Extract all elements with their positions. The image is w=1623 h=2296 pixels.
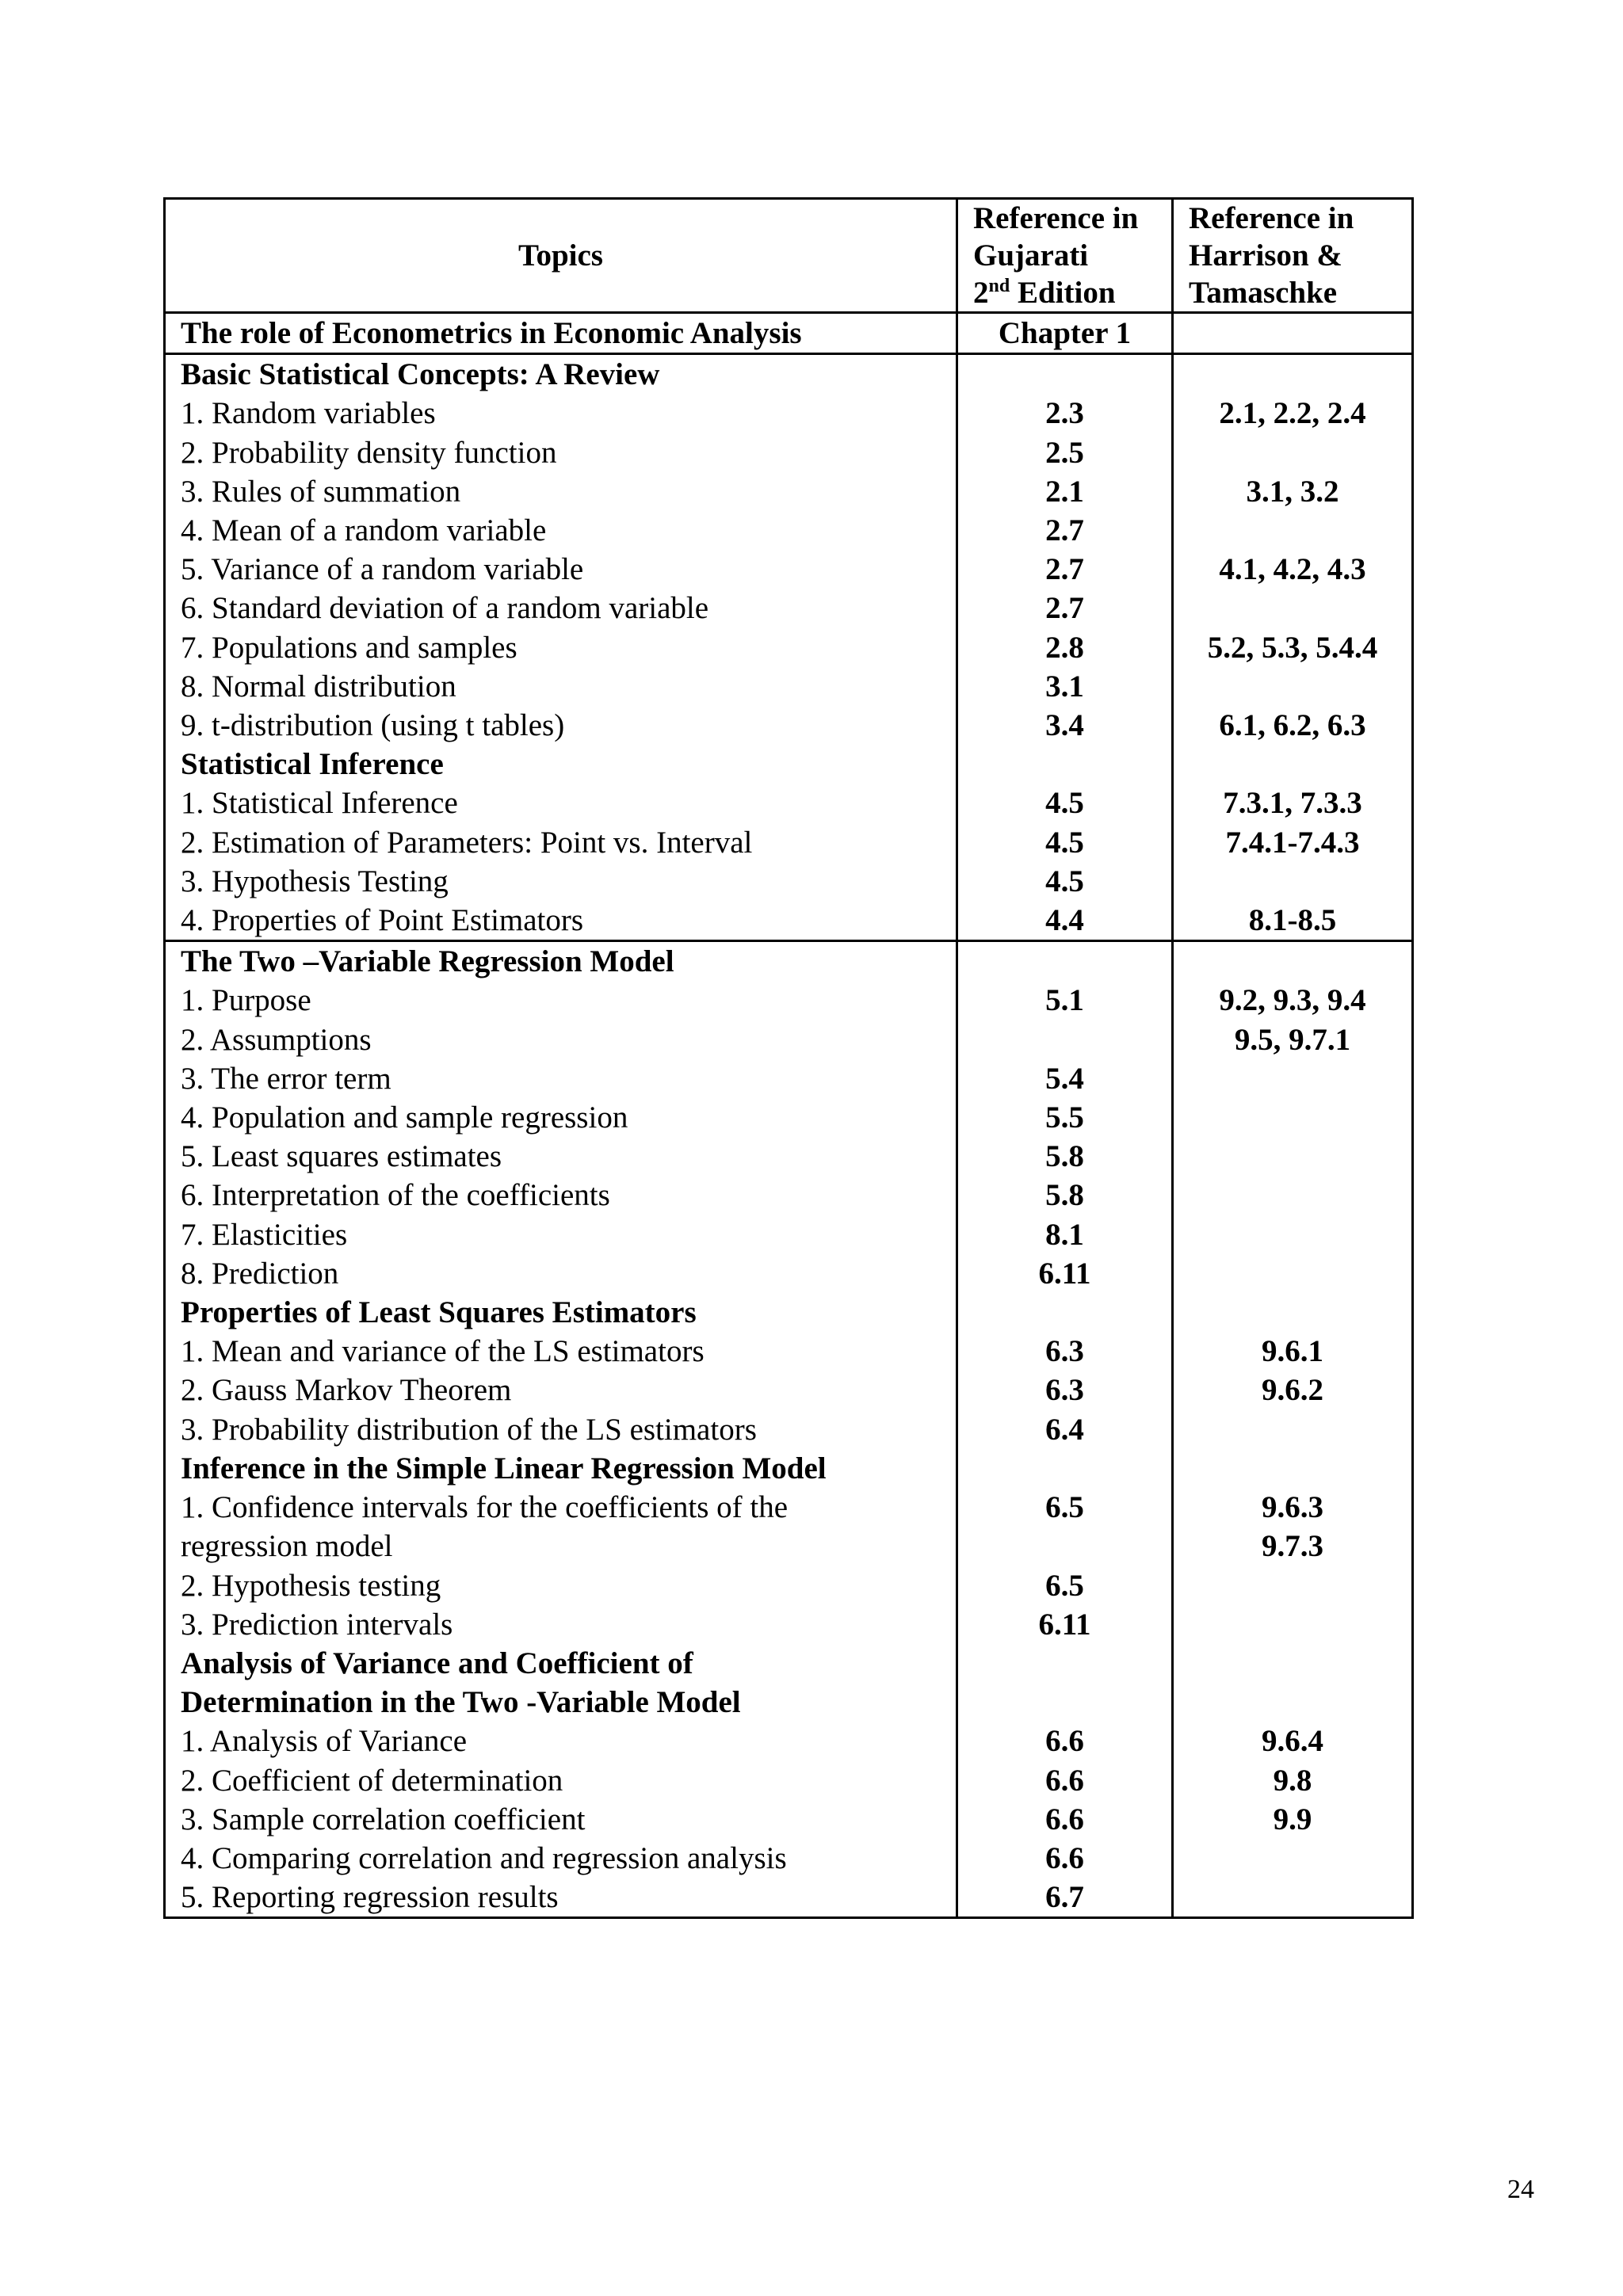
gujarati-ref-cell: 4.5 bbox=[957, 862, 1173, 901]
harrison-ref-cell bbox=[1173, 1566, 1413, 1605]
topic-cell: 1. Purpose bbox=[165, 981, 957, 1020]
table-row bbox=[165, 1800, 1413, 1839]
gujarati-ref-cell: 4.5 bbox=[957, 784, 1173, 822]
gujarati-ref-cell: 6.3 bbox=[957, 1332, 1173, 1371]
table-row bbox=[165, 823, 1413, 862]
topic-cell: Determination in the Two -Variable Model bbox=[165, 1683, 957, 1722]
table-row bbox=[165, 1176, 1413, 1215]
topic-cell: 5. Least squares estimates bbox=[165, 1137, 957, 1176]
topic-cell: 5. Reporting regression results bbox=[165, 1878, 957, 1918]
table-row bbox=[165, 1761, 1413, 1800]
topic-cell: 8. Prediction bbox=[165, 1254, 957, 1293]
topic-cell: regression model bbox=[165, 1527, 957, 1566]
harrison-ref-cell bbox=[1173, 1098, 1413, 1137]
harrison-ref-cell bbox=[1173, 511, 1413, 550]
section-heading-row bbox=[165, 745, 1413, 784]
table-row bbox=[165, 1371, 1413, 1409]
section-heading-row bbox=[165, 1644, 1413, 1683]
gujarati-ref-cell bbox=[957, 1020, 1173, 1059]
section-heading-row bbox=[165, 941, 1413, 982]
harrison-column-header bbox=[1173, 199, 1413, 313]
gujarati-ref-cell bbox=[957, 1683, 1173, 1722]
table-row bbox=[165, 1254, 1413, 1293]
table-row bbox=[165, 1410, 1413, 1449]
harrison-ref-cell: 9.8 bbox=[1173, 1761, 1413, 1800]
table-row bbox=[165, 706, 1413, 745]
gujarati-ref-cell: 6.5 bbox=[957, 1566, 1173, 1605]
table-header-row bbox=[165, 199, 1413, 313]
table-row bbox=[165, 1878, 1413, 1918]
table-row bbox=[165, 862, 1413, 901]
table-row bbox=[165, 1020, 1413, 1059]
gujarati-ref-cell: 6.11 bbox=[957, 1254, 1173, 1293]
topic-cell: Statistical Inference bbox=[165, 745, 957, 784]
topic-cell: 2. Probability density function bbox=[165, 433, 957, 472]
edition-number: 2 bbox=[973, 276, 989, 310]
gujarati-ref-cell: 6.6 bbox=[957, 1839, 1173, 1878]
topic-cell: 3. Sample correlation coefficient bbox=[165, 1800, 957, 1839]
table-row bbox=[165, 394, 1413, 433]
gujarati-ref-cell: 8.1 bbox=[957, 1215, 1173, 1254]
gujarati-ref-cell bbox=[957, 941, 1173, 982]
table-row bbox=[165, 511, 1413, 550]
harrison-ref-cell bbox=[1173, 1605, 1413, 1644]
harrison-ref-cell bbox=[1173, 745, 1413, 784]
gujarati-ref-cell: 5.5 bbox=[957, 1098, 1173, 1137]
gujarati-ref-cell: 2.5 bbox=[957, 433, 1173, 472]
harrison-ref-cell: 9.6.1 bbox=[1173, 1332, 1413, 1371]
harrison-ref-cell: 7.3.1, 7.3.3 bbox=[1173, 784, 1413, 822]
harrison-ref-cell bbox=[1173, 1215, 1413, 1254]
harrison-ref-cell bbox=[1173, 941, 1413, 982]
table-row bbox=[165, 1332, 1413, 1371]
section-heading-row bbox=[165, 1449, 1413, 1488]
table-row bbox=[165, 1605, 1413, 1644]
harrison-ref-cell: 5.2, 5.3, 5.4.4 bbox=[1173, 628, 1413, 667]
topics-column-header: Topics bbox=[165, 199, 957, 313]
table-row bbox=[165, 1215, 1413, 1254]
gujarati-column-header bbox=[957, 199, 1173, 313]
topic-cell: 2. Assumptions bbox=[165, 1020, 957, 1059]
harrison-header-line2: Harrison & bbox=[1189, 238, 1342, 273]
harrison-ref-cell bbox=[1173, 1683, 1413, 1722]
topic-cell: 4. Properties of Point Estimators bbox=[165, 901, 957, 941]
table-row bbox=[165, 901, 1413, 941]
topic-cell: 3. Hypothesis Testing bbox=[165, 862, 957, 901]
harrison-ref-cell: 9.6.2 bbox=[1173, 1371, 1413, 1409]
topic-cell: 7. Populations and samples bbox=[165, 628, 957, 667]
harrison-ref-cell bbox=[1173, 1878, 1413, 1918]
harrison-ref-cell: 7.4.1-7.4.3 bbox=[1173, 823, 1413, 862]
harrison-ref-cell: 2.1, 2.2, 2.4 bbox=[1173, 394, 1413, 433]
gujarati-header-line2: Gujarati bbox=[973, 238, 1089, 273]
harrison-ref-cell: 6.1, 6.2, 6.3 bbox=[1173, 706, 1413, 745]
harrison-ref-cell bbox=[1173, 313, 1413, 354]
topic-cell: Basic Statistical Concepts: A Review bbox=[165, 354, 957, 395]
gujarati-ref-cell: 6.6 bbox=[957, 1800, 1173, 1839]
topic-cell: 4. Population and sample regression bbox=[165, 1098, 957, 1137]
edition-word: Edition bbox=[1017, 276, 1116, 310]
gujarati-header-line1: Reference in bbox=[973, 201, 1139, 235]
gujarati-ref-cell: 4.5 bbox=[957, 823, 1173, 862]
harrison-ref-cell bbox=[1173, 1449, 1413, 1488]
chapter-row bbox=[165, 313, 1413, 354]
harrison-ref-cell bbox=[1173, 862, 1413, 901]
topic-cell: 1. Analysis of Variance bbox=[165, 1722, 957, 1760]
topic-cell: 8. Normal distribution bbox=[165, 667, 957, 706]
topic-cell: 9. t-distribution (using t tables) bbox=[165, 706, 957, 745]
topic-cell: 2. Coefficient of determination bbox=[165, 1761, 957, 1800]
topic-cell: 3. Prediction intervals bbox=[165, 1605, 957, 1644]
section-heading-row bbox=[165, 1293, 1413, 1332]
table-row bbox=[165, 433, 1413, 472]
table-row bbox=[165, 1098, 1413, 1137]
topic-cell: Inference in the Simple Linear Regression Model bbox=[165, 1449, 957, 1488]
harrison-ref-cell bbox=[1173, 589, 1413, 627]
table-row bbox=[165, 1137, 1413, 1176]
gujarati-ref-cell: 6.11 bbox=[957, 1605, 1173, 1644]
harrison-ref-cell bbox=[1173, 1059, 1413, 1098]
gujarati-ref-cell: 6.6 bbox=[957, 1761, 1173, 1800]
gujarati-ref-cell: 2.7 bbox=[957, 550, 1173, 589]
table-row bbox=[165, 550, 1413, 589]
gujarati-ref-cell: 2.7 bbox=[957, 589, 1173, 627]
gujarati-ref-cell: 2.3 bbox=[957, 394, 1173, 433]
harrison-ref-cell bbox=[1173, 1254, 1413, 1293]
gujarati-ref-cell: 6.4 bbox=[957, 1410, 1173, 1449]
table-row bbox=[165, 472, 1413, 511]
table-row bbox=[165, 1566, 1413, 1605]
gujarati-ref-cell bbox=[957, 1293, 1173, 1332]
table-row bbox=[165, 1488, 1413, 1527]
table-row bbox=[165, 589, 1413, 627]
gujarati-ref-cell: 6.6 bbox=[957, 1722, 1173, 1760]
gujarati-ref-cell bbox=[957, 354, 1173, 395]
topic-cell: 1. Random variables bbox=[165, 394, 957, 433]
harrison-ref-cell bbox=[1173, 1176, 1413, 1215]
harrison-ref-cell bbox=[1173, 1293, 1413, 1332]
harrison-ref-cell bbox=[1173, 1644, 1413, 1683]
harrison-ref-cell: 9.5, 9.7.1 bbox=[1173, 1020, 1413, 1059]
gujarati-ref-cell: 6.3 bbox=[957, 1371, 1173, 1409]
harrison-ref-cell: 8.1-8.5 bbox=[1173, 901, 1413, 941]
gujarati-ref-cell bbox=[957, 1527, 1173, 1566]
topic-cell: 3. Rules of summation bbox=[165, 472, 957, 511]
harrison-header-line3: Tamaschke bbox=[1189, 276, 1338, 310]
gujarati-ref-cell bbox=[957, 1644, 1173, 1683]
table-row bbox=[165, 1722, 1413, 1760]
harrison-ref-cell: 9.6.3 bbox=[1173, 1488, 1413, 1527]
gujarati-ref-cell: 6.7 bbox=[957, 1878, 1173, 1918]
gujarati-ref-cell: Chapter 1 bbox=[957, 313, 1173, 354]
harrison-ref-cell: 3.1, 3.2 bbox=[1173, 472, 1413, 511]
topic-cell: 3. The error term bbox=[165, 1059, 957, 1098]
harrison-ref-cell: 9.6.4 bbox=[1173, 1722, 1413, 1760]
topic-cell: 7. Elasticities bbox=[165, 1215, 957, 1254]
gujarati-ref-cell: 3.4 bbox=[957, 706, 1173, 745]
table-row bbox=[165, 667, 1413, 706]
topic-cell: The Two –Variable Regression Model bbox=[165, 941, 957, 982]
table-body bbox=[165, 313, 1413, 1918]
topic-cell: 1. Mean and variance of the LS estimators bbox=[165, 1332, 957, 1371]
table-row bbox=[165, 628, 1413, 667]
gujarati-ref-cell: 2.1 bbox=[957, 472, 1173, 511]
harrison-ref-cell: 9.2, 9.3, 9.4 bbox=[1173, 981, 1413, 1020]
gujarati-header-edition bbox=[973, 274, 1171, 311]
gujarati-ref-cell bbox=[957, 745, 1173, 784]
table-row bbox=[165, 1059, 1413, 1098]
topic-cell: 2. Gauss Markov Theorem bbox=[165, 1371, 957, 1409]
harrison-ref-cell bbox=[1173, 667, 1413, 706]
table-row bbox=[165, 1527, 1413, 1566]
table-row bbox=[165, 784, 1413, 822]
gujarati-ref-cell: 5.8 bbox=[957, 1137, 1173, 1176]
gujarati-ref-cell: 5.1 bbox=[957, 981, 1173, 1020]
topic-cell: The role of Econometrics in Economic Analysis bbox=[165, 313, 957, 354]
harrison-ref-cell bbox=[1173, 1410, 1413, 1449]
gujarati-ref-cell: 3.1 bbox=[957, 667, 1173, 706]
topic-cell: 5. Variance of a random variable bbox=[165, 550, 957, 589]
topic-cell: Properties of Least Squares Estimators bbox=[165, 1293, 957, 1332]
topic-cell: 4. Mean of a random variable bbox=[165, 511, 957, 550]
harrison-ref-cell bbox=[1173, 354, 1413, 395]
harrison-ref-cell: 9.9 bbox=[1173, 1800, 1413, 1839]
edition-ordinal-suffix: nd bbox=[988, 276, 1010, 296]
topic-cell: 2. Hypothesis testing bbox=[165, 1566, 957, 1605]
gujarati-ref-cell bbox=[957, 1449, 1173, 1488]
gujarati-ref-cell: 6.5 bbox=[957, 1488, 1173, 1527]
topic-cell: 2. Estimation of Parameters: Point vs. Interval bbox=[165, 823, 957, 862]
gujarati-ref-cell: 5.4 bbox=[957, 1059, 1173, 1098]
harrison-ref-cell: 4.1, 4.2, 4.3 bbox=[1173, 550, 1413, 589]
harrison-ref-cell bbox=[1173, 1137, 1413, 1176]
gujarati-ref-cell: 2.8 bbox=[957, 628, 1173, 667]
page-number: 24 bbox=[1507, 2175, 1534, 2204]
topics-reference-table bbox=[163, 197, 1414, 1919]
section-heading-row bbox=[165, 354, 1413, 395]
gujarati-ref-cell: 2.7 bbox=[957, 511, 1173, 550]
topic-cell: 4. Comparing correlation and regression analysis bbox=[165, 1839, 957, 1878]
topic-cell: 6. Standard deviation of a random variable bbox=[165, 589, 957, 627]
table-row bbox=[165, 981, 1413, 1020]
harrison-ref-cell bbox=[1173, 1839, 1413, 1878]
gujarati-ref-cell: 5.8 bbox=[957, 1176, 1173, 1215]
topic-cell: 1. Confidence intervals for the coefficients of the bbox=[165, 1488, 957, 1527]
topic-cell: Analysis of Variance and Coefficient of bbox=[165, 1644, 957, 1683]
table-row bbox=[165, 1839, 1413, 1878]
gujarati-ref-cell: 4.4 bbox=[957, 901, 1173, 941]
section-heading-row bbox=[165, 1683, 1413, 1722]
topic-cell: 1. Statistical Inference bbox=[165, 784, 957, 822]
topic-cell: 6. Interpretation of the coefficients bbox=[165, 1176, 957, 1215]
harrison-ref-cell bbox=[1173, 433, 1413, 472]
harrison-ref-cell: 9.7.3 bbox=[1173, 1527, 1413, 1566]
harrison-header-line1: Reference in bbox=[1189, 201, 1354, 235]
topic-cell: 3. Probability distribution of the LS estimators bbox=[165, 1410, 957, 1449]
